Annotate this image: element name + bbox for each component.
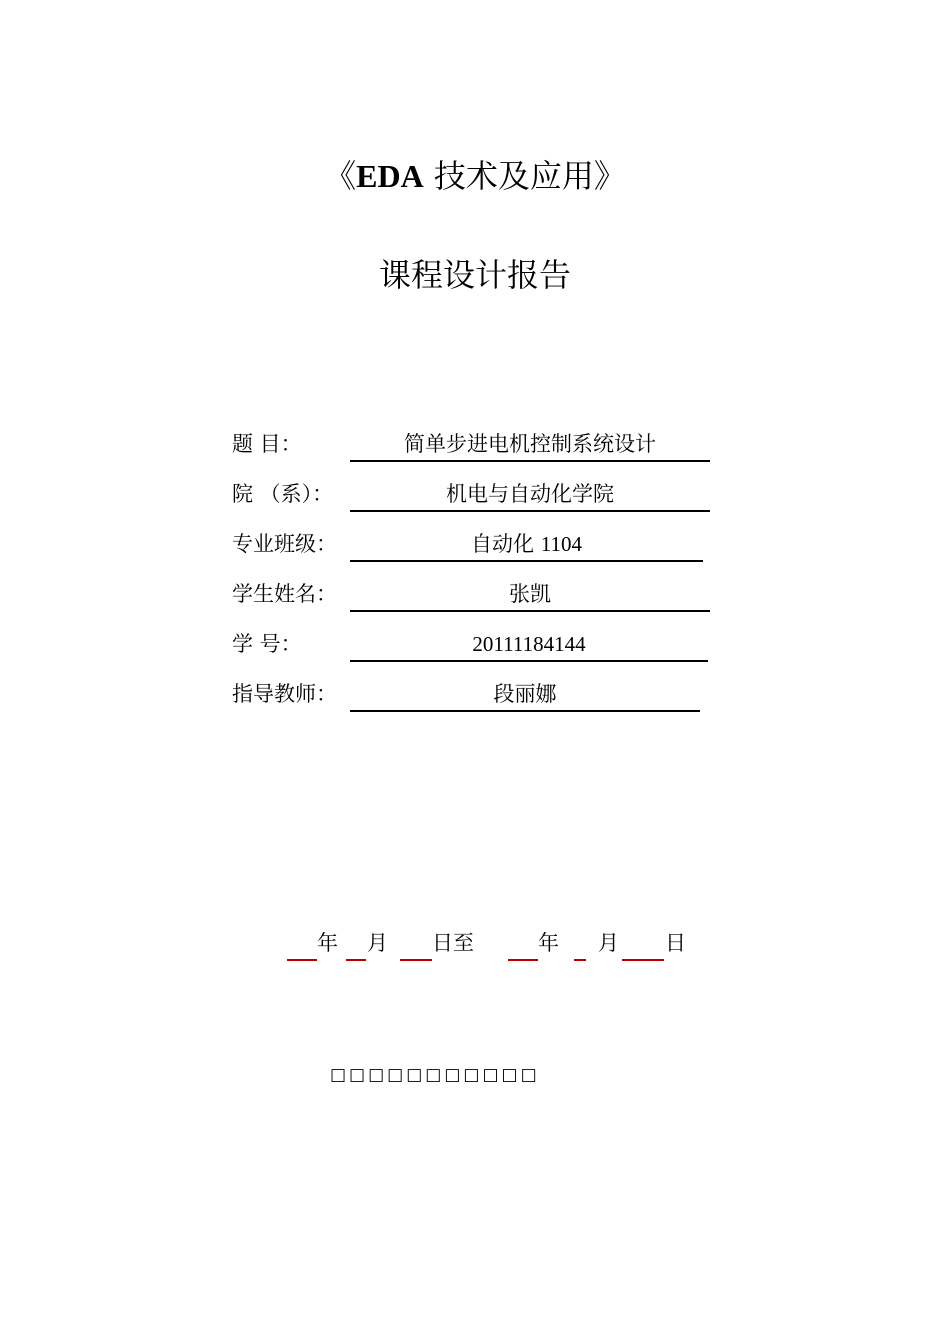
- day-label-2: 日: [665, 931, 686, 955]
- department-label: 院 （系）：: [232, 482, 334, 506]
- topic-label: 题 目：: [232, 432, 302, 456]
- day-blank-2: [622, 959, 664, 961]
- student-id-label: 学 号：: [232, 632, 302, 656]
- class-value: 自动化 1104: [350, 530, 703, 562]
- year-blank-2: [508, 959, 538, 961]
- department-value: 机电与自动化学院: [350, 480, 710, 512]
- class-label: 专业班级：: [232, 532, 337, 556]
- year-blank-1: [287, 959, 317, 961]
- date-range: [0, 929, 950, 963]
- month-label-1: 月: [367, 931, 388, 955]
- footer-placeholder-text: □□□□□□□□□□□: [330, 1065, 540, 1085]
- student-name-value: 张凯: [350, 580, 710, 612]
- day-blank-1: [400, 959, 432, 961]
- month-blank-2: [574, 959, 586, 961]
- topic-value: 简单步进电机控制系统设计: [350, 430, 710, 462]
- report-subtitle: 课程设计报告: [378, 256, 571, 294]
- year-label-2: 年: [538, 931, 559, 955]
- student-name-label: 学生姓名：: [232, 582, 337, 606]
- day-to-label: 日至: [432, 931, 474, 955]
- year-label-1: 年: [317, 931, 338, 955]
- title-latin: EDA: [356, 158, 424, 194]
- month-label-2: 月: [598, 931, 619, 955]
- student-id-value: 20111184144: [350, 630, 708, 662]
- month-blank-1: [346, 959, 366, 961]
- advisor-label: 指导教师：: [232, 682, 337, 706]
- advisor-value: 段丽娜: [350, 680, 700, 712]
- report-title: 《EDA 技术及应用》: [324, 157, 626, 195]
